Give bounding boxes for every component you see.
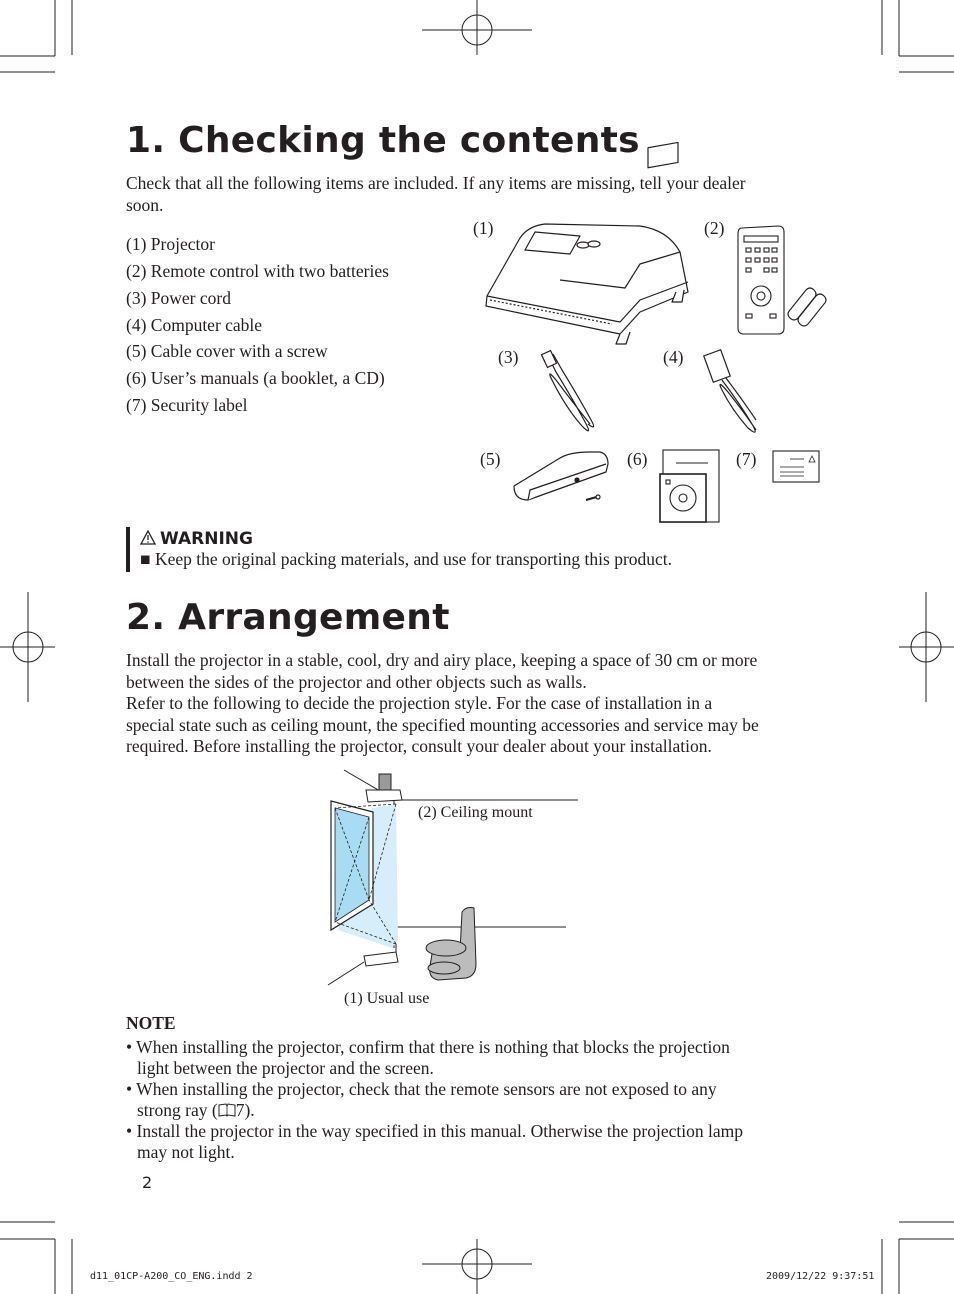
figure-label-6: (6) [627, 449, 648, 469]
figure-label-5: (5) [480, 449, 501, 469]
intro-line-2: soon. [126, 194, 164, 215]
list-item: (4) Computer cable [126, 315, 263, 335]
figure-label-2: (2) [704, 218, 725, 238]
warning-text: ■ Keep the original packing materials, and use for transporting this product. [140, 549, 673, 569]
list-item: (3) Power cord [126, 288, 231, 308]
figure-label-7: (7) [736, 449, 757, 469]
list-item: (6) User’s manuals (a booklet, a CD) [126, 368, 385, 388]
note-title: NOTE [126, 1013, 176, 1033]
paragraph-line: special state such as ceiling mount, the specified mounting accessories and service may be [126, 714, 759, 735]
paragraph-line: required. Before installing the projector, consult your dealer about your installation. [126, 736, 712, 756]
note-bullet-text: 7). [235, 1100, 255, 1120]
note-bullet [126, 1079, 826, 1121]
section1-heading: 1. Checking the contents [126, 120, 640, 161]
note-bullet-line: • When installing the projector, confirm that there is nothing that blocks the projection [126, 1037, 730, 1057]
list-item: (5) Cable cover with a screw [126, 341, 328, 361]
warning-title: WARNING [160, 529, 253, 549]
page-number: 2 [142, 1173, 153, 1192]
paragraph-line: Refer to the following to decide the projection style. For the case of installation in a [126, 693, 713, 713]
usual-use-label: (1) Usual use [344, 990, 430, 1007]
note-bullet-line: light between the projector and the screen. [137, 1058, 434, 1078]
footer-filename: d11_01CP-A200_CO_ENG.indd 2 [90, 1271, 253, 1282]
footer-datetime: 2009/12/22 9:37:51 [766, 1271, 875, 1282]
list-item: (2) Remote control with two batteries [126, 261, 389, 281]
figure-label-4: (4) [663, 347, 684, 367]
note-bullet-line: may not light. [137, 1142, 235, 1162]
list-item: (1) Projector [126, 234, 215, 254]
figure-label-3: (3) [498, 347, 519, 367]
note-bullet-line [126, 1100, 826, 1121]
paragraph-line: Install the projector in a stable, cool, dry and airy place, keeping a space of 30 cm or more [126, 650, 758, 670]
ceiling-mount-label: (2) Ceiling mount [418, 804, 533, 821]
list-item: (7) Security label [126, 395, 248, 415]
note-bullet-text: strong ray ( [137, 1100, 218, 1120]
note-bullet [126, 1037, 826, 1079]
figure-label-1: (1) [473, 218, 494, 238]
book-reference-icon [218, 1103, 236, 1117]
note-bullet-line: • When installing the projector, check that the remote sensors are not exposed to any [126, 1079, 717, 1099]
note-bullet [126, 1121, 826, 1163]
intro-line-1: Check that all the following items are included. If any items are missing, tell your dealer [126, 173, 746, 193]
section2-heading: 2. Arrangement [126, 597, 450, 638]
note-bullet-line: • Install the projector in the way specified in this manual. Otherwise the projection lamp [126, 1121, 743, 1141]
paragraph-line: between the sides of the projector and other objects such as walls. [126, 671, 587, 692]
